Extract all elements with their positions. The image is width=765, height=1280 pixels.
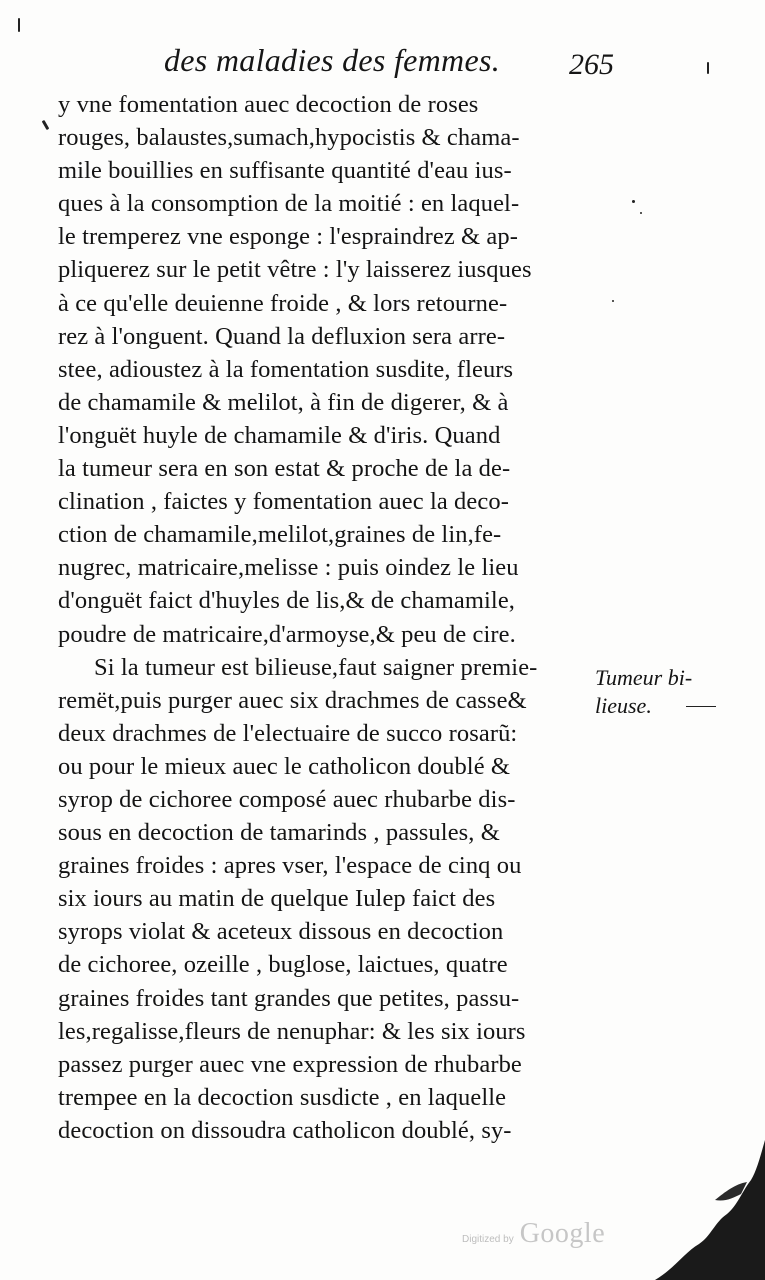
text-line: syrop de cichoree composé auec rhubarbe dis- (58, 785, 516, 813)
text-line: clination , faictes y fomentation auec la deco- (58, 488, 509, 516)
text-line: le tremperez vne esponge : l'espraindrez & ap- (58, 223, 519, 251)
text-line: pliquerez sur le petit vêtre : l'y laisserez iusques (58, 256, 532, 284)
scan-speck (632, 200, 635, 203)
paragraph-start-line: Si la tumeur est bilieuse,faut saigner premie- (94, 653, 538, 681)
text-line: ques à la consomption de la moitié : en laquel- (58, 190, 520, 218)
text-line: sous en decoction de tamarinds , passules, & (58, 819, 500, 847)
text-line: de cichoree, ozeille , buglose, laictues, quatre (58, 951, 508, 979)
text-line: rouges, balaustes,sumach,hypocistis & chama- (58, 124, 520, 152)
body-text (58, 88, 603, 1147)
text-line: les,regalisse,fleurs de nenuphar: & les six iours (58, 1017, 526, 1045)
page-number: 265 (569, 48, 614, 81)
text-line: stee, adioustez à la fomentation susdite, fleurs (58, 355, 514, 383)
margin-note-line: Tumeur bi- (595, 665, 693, 690)
watermark-prefix: Digitized by (462, 1234, 514, 1245)
scan-speck (18, 18, 20, 32)
text-line: trempee en la decoction susdicte , en laquelle (58, 1083, 507, 1111)
page-corner-shadow (655, 1140, 765, 1280)
text-line: ction de chamamile,melilot,graines de lin,fe- (58, 521, 502, 549)
text-line: à ce qu'elle deuienne froide , & lors retourne- (58, 289, 508, 317)
scan-speck (640, 212, 642, 214)
text-line: y vne fomentation auec decoction de roses (58, 91, 479, 118)
text-line: ou pour le mieux auec le catholicon doublé & (58, 752, 511, 780)
text-line: graines froides : apres vser, l'espace de cinq ou (58, 852, 522, 880)
scan-speck (612, 300, 614, 302)
digitized-watermark (462, 1218, 605, 1250)
google-logo: Google (519, 1218, 606, 1249)
text-line: d'onguët faict d'huyles de lis,& de chamamile, (58, 587, 516, 615)
scan-speck (42, 120, 50, 130)
text-line: syrops violat & aceteux dissous en decoction (58, 918, 504, 946)
text-line: deux drachmes de l'electuaire de succo rosarũ: (58, 719, 518, 747)
text-line: six iours au matin de quelque Iulep faict des (58, 885, 496, 913)
text-line: rez à l'onguent. Quand la defluxion sera arre- (58, 322, 506, 350)
margin-note (595, 664, 715, 720)
text-line: passez purger auec vne expression de rhubarbe (58, 1050, 522, 1078)
scan-speck (686, 706, 716, 707)
text-line: mile bouillies en suffisante quantité d'eau ius- (58, 157, 512, 185)
text-line: nugrec, matricaire,melisse : puis oindez le lieu (58, 554, 519, 582)
running-title: des maladies des femmes. (164, 42, 501, 78)
text-line: de chamamile & melilot, à fin de digerer, & à (58, 388, 509, 416)
text-line: l'onguët huyle de chamamile & d'iris. Quand (58, 421, 501, 449)
text-line: decoction on dissoudra catholicon doublé, sy- (58, 1116, 512, 1144)
page-header (150, 38, 620, 90)
text-line: poudre de matricaire,d'armoyse,& peu de cire. (58, 620, 516, 648)
text-line: graines froides tant grandes que petites, passu- (58, 984, 520, 1012)
margin-note-line: lieuse. (595, 693, 652, 718)
scan-speck (707, 62, 709, 74)
text-line: la tumeur sera en son estat & proche de la de- (58, 455, 511, 483)
text-line: remët,puis purger auec six drachmes de casse& (58, 686, 527, 714)
